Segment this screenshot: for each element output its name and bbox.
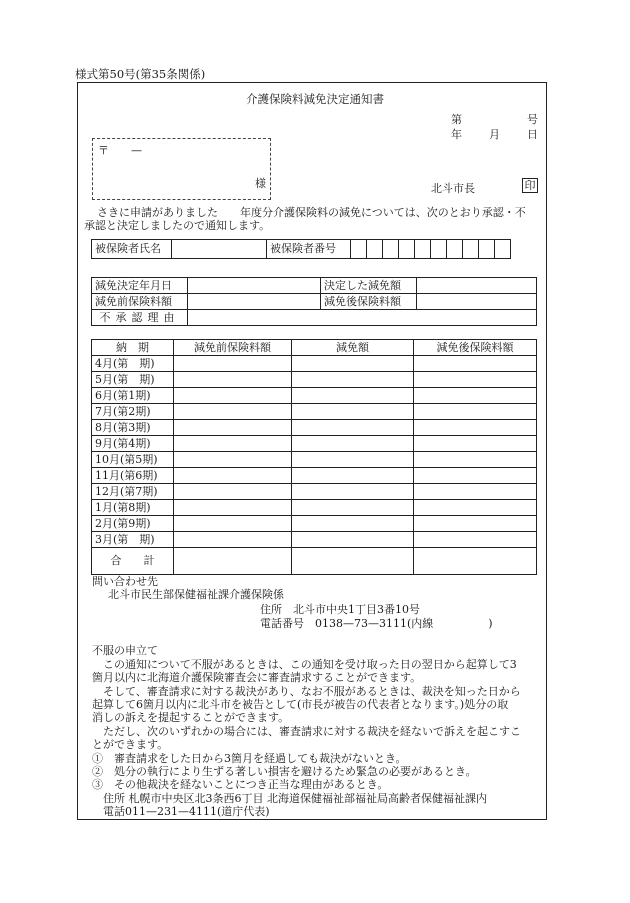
date-year: 年 <box>451 128 462 141</box>
reduction-cell[interactable] <box>292 436 414 452</box>
appeal-paragraph-1: 箇月以内に北海道介護保険審査会に審査請求することができます。 <box>92 671 422 684</box>
before-amount-cell[interactable] <box>174 388 292 404</box>
intro-line-1: さきに申請がありました 年度分介護保険料の減免については、次のとおり承認・不 <box>97 206 526 219</box>
header-before-amount: 減免前保険料額 <box>174 340 292 356</box>
decision-date-label: 減免決定年月日 <box>92 278 188 294</box>
decided-amount-cell[interactable] <box>417 278 537 294</box>
review-board-address: 住所 札幌市中央区北3条西6丁目 北海道保健福祉部福祉局高齢者保健福祉課内 <box>103 792 487 805</box>
period-label: 5月(第 期) <box>92 372 174 388</box>
period-label: 9月(第4期) <box>92 436 174 452</box>
schedule-row <box>92 436 537 452</box>
reduction-cell[interactable] <box>292 468 414 484</box>
after-amount-cell[interactable] <box>414 436 537 452</box>
header-after-amount: 減免後保険料額 <box>414 340 537 356</box>
decision-date-cell[interactable] <box>188 278 321 294</box>
appeal-item-1: ① 審査請求をした日から3箇月を経過しても裁決がないとき。 <box>92 752 407 765</box>
insured-number-digit[interactable] <box>415 240 431 259</box>
appeal-paragraph-2: 消しの訴えを提起することができます。 <box>92 711 290 724</box>
before-amount-cell[interactable] <box>174 516 292 532</box>
before-amount-cell[interactable] <box>174 404 292 420</box>
schedule-total-row <box>92 548 537 575</box>
insured-number-digit[interactable] <box>399 240 415 259</box>
reduction-cell[interactable] <box>292 452 414 468</box>
after-amount-cell[interactable] <box>414 500 537 516</box>
schedule-row <box>92 452 537 468</box>
insured-number-digit[interactable] <box>463 240 479 259</box>
review-board-phone: 電話011—231—4111(道庁代表) <box>103 805 270 818</box>
insured-number-digit[interactable] <box>431 240 447 259</box>
insured-table <box>91 239 511 259</box>
before-amount-cell[interactable] <box>174 436 292 452</box>
schedule-row <box>92 356 537 372</box>
schedule-row <box>92 468 537 484</box>
insured-number-digit[interactable] <box>351 240 367 259</box>
schedule-body <box>92 356 537 575</box>
date-day: 日 <box>527 128 538 141</box>
period-label: 7月(第2期) <box>92 404 174 420</box>
insured-number-digit[interactable] <box>447 240 463 259</box>
after-amount-cell[interactable] <box>414 468 537 484</box>
total-before-amount[interactable] <box>174 548 292 575</box>
after-amount-cell[interactable] <box>414 404 537 420</box>
period-label: 12月(第7期) <box>92 484 174 500</box>
period-label: 1月(第8期) <box>92 500 174 516</box>
reduction-cell[interactable] <box>292 484 414 500</box>
after-amount-cell[interactable] <box>414 516 537 532</box>
before-amount-cell[interactable] <box>174 356 292 372</box>
before-amount-cell[interactable] <box>174 532 292 548</box>
mayor-title: 北斗市長 <box>431 182 475 195</box>
schedule-row <box>92 500 537 516</box>
honorific: 様 <box>255 177 266 190</box>
insured-number-digit[interactable] <box>367 240 383 259</box>
insured-number-digit[interactable] <box>495 240 511 259</box>
number-suffix: 号 <box>527 113 538 126</box>
after-amount-cell[interactable] <box>414 420 537 436</box>
address-box[interactable] <box>92 138 271 200</box>
period-label: 11月(第6期) <box>92 468 174 484</box>
before-amount-cell[interactable] <box>174 484 292 500</box>
after-amount-label: 減免後保険料額 <box>321 294 417 310</box>
insured-number-label: 被保険者番号 <box>267 240 351 259</box>
document-title: 介護保険料減免決定通知書 <box>246 92 384 106</box>
inquiry-address: 住所 北斗市中央1丁目3番10号 <box>260 603 420 616</box>
schedule-row <box>92 372 537 388</box>
before-amount-cell[interactable] <box>174 452 292 468</box>
total-after-amount[interactable] <box>414 548 537 575</box>
schedule-row <box>92 388 537 404</box>
reduction-cell[interactable] <box>292 532 414 548</box>
insured-name-cell[interactable] <box>172 240 267 259</box>
rejection-reason-cell[interactable] <box>188 310 537 326</box>
inquiry-phone: 電話番号 0138—73—3111(内線 ) <box>260 617 493 630</box>
schedule-row <box>92 516 537 532</box>
reduction-cell[interactable] <box>292 500 414 516</box>
header-reduction: 減免額 <box>292 340 414 356</box>
inquiry-heading: 問い合わせ先 <box>92 575 158 588</box>
appeal-paragraph-3: とができます。 <box>92 738 169 751</box>
before-amount-label: 減免前保険料額 <box>92 294 188 310</box>
before-amount-cell[interactable] <box>174 500 292 516</box>
insured-name-label: 被保険者氏名 <box>92 240 172 259</box>
intro-line-2: 承認と決定しましたので通知します。 <box>84 219 271 232</box>
reduction-cell[interactable] <box>292 388 414 404</box>
number-prefix: 第 <box>451 113 462 126</box>
total-reduction[interactable] <box>292 548 414 575</box>
appeal-item-3: ③ その他裁決を経ないことにつき正当な理由があるとき。 <box>92 778 389 791</box>
after-amount-cell[interactable] <box>417 294 537 310</box>
schedule-table <box>91 339 537 575</box>
before-amount-cell[interactable] <box>174 420 292 436</box>
after-amount-cell[interactable] <box>414 388 537 404</box>
date-month: 月 <box>489 128 500 141</box>
form-number-label: 様式第50号(第35条関係) <box>75 67 206 81</box>
decision-table <box>91 277 537 326</box>
appeal-paragraph-2: そして、審査請求に対する裁決があり、なお不服があるときは、裁決を知った日から <box>103 685 521 698</box>
reduction-cell[interactable] <box>292 420 414 436</box>
reduction-cell[interactable] <box>292 372 414 388</box>
schedule-row <box>92 484 537 500</box>
seal-mark: 印 <box>522 178 538 193</box>
appeal-item-2: ② 処分の執行により生ずる著しい損害を避けるため緊急の必要があるとき。 <box>92 765 477 778</box>
after-amount-cell[interactable] <box>414 484 537 500</box>
total-label: 合 計 <box>92 548 174 575</box>
appeal-heading: 不服の申立て <box>92 644 158 657</box>
rejection-reason-label: 不承認理由 <box>92 310 188 326</box>
appeal-paragraph-1: この通知について不服があるときは、この通知を受け取った日の翌日から起算して3 <box>103 658 517 671</box>
insured-number-digit[interactable] <box>479 240 495 259</box>
reduction-cell[interactable] <box>292 516 414 532</box>
appeal-paragraph-2: 起算して6箇月以内に北斗市を被告として(市長が被告の代表者となります。)処分の取 <box>92 698 509 711</box>
reduction-cell[interactable] <box>292 356 414 372</box>
after-amount-cell[interactable] <box>414 532 537 548</box>
before-amount-cell[interactable] <box>174 372 292 388</box>
after-amount-cell[interactable] <box>414 452 537 468</box>
period-label: 6月(第1期) <box>92 388 174 404</box>
inquiry-office: 北斗市民生部保健福祉課介護保険係 <box>108 588 284 601</box>
schedule-row <box>92 420 537 436</box>
postal-mark: 〒 — <box>98 144 142 157</box>
decided-amount-label: 決定した減免額 <box>321 278 417 294</box>
period-label: 4月(第 期) <box>92 356 174 372</box>
reduction-cell[interactable] <box>292 404 414 420</box>
period-label: 10月(第5期) <box>92 452 174 468</box>
header-period: 納 期 <box>92 340 174 356</box>
schedule-row <box>92 404 537 420</box>
period-label: 2月(第9期) <box>92 516 174 532</box>
period-label: 3月(第 期) <box>92 532 174 548</box>
before-amount-cell[interactable] <box>174 468 292 484</box>
insured-number-digit[interactable] <box>383 240 399 259</box>
schedule-row <box>92 532 537 548</box>
appeal-paragraph-3: ただし、次のいずれかの場合には、審査請求に対する裁決を経ないで訴えを起こすこ <box>103 725 521 738</box>
after-amount-cell[interactable] <box>414 356 537 372</box>
before-amount-cell[interactable] <box>188 294 321 310</box>
period-label: 8月(第3期) <box>92 420 174 436</box>
after-amount-cell[interactable] <box>414 372 537 388</box>
